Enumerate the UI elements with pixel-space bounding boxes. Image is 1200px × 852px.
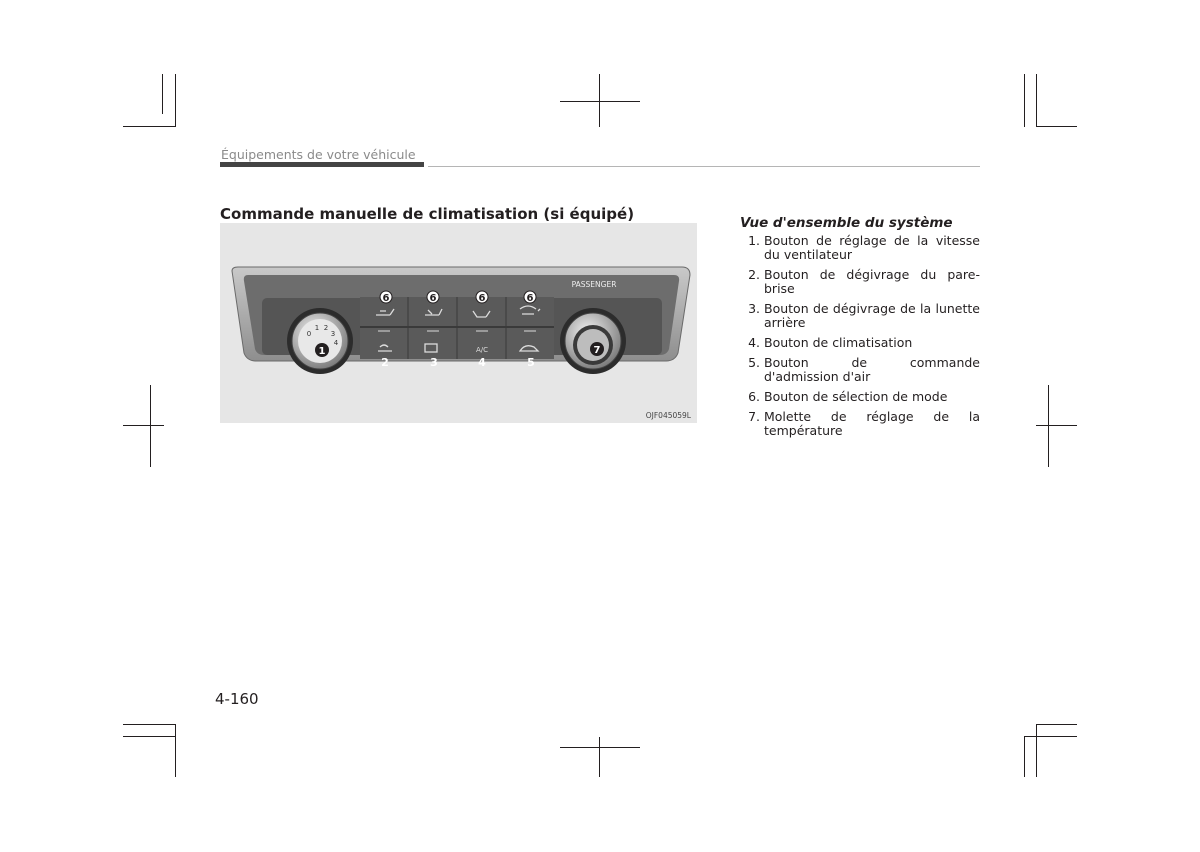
callout-mode-4: 6 — [526, 293, 534, 304]
list-item-text: Bouton de commande d'admission d'air — [764, 355, 980, 384]
callout-intake: 5 — [527, 356, 535, 369]
list-item — [740, 390, 980, 404]
fan-scale-1: 1 — [314, 324, 320, 332]
list-item-number: 4. — [748, 335, 760, 350]
callout-ac: 4 — [478, 356, 486, 369]
header-bar — [220, 162, 424, 167]
climate-panel-figure — [220, 223, 697, 423]
callout-fan-knob: 1 — [318, 346, 326, 357]
temperature-knob — [560, 308, 626, 374]
fan-scale-2: 2 — [323, 324, 329, 332]
callout-rear: 3 — [430, 356, 438, 369]
list-item — [740, 268, 980, 296]
callout-mode-2: 6 — [429, 293, 437, 304]
overview-list — [740, 234, 980, 444]
page-number: 4-160 — [215, 690, 259, 708]
list-item — [740, 410, 980, 438]
overview-title: Vue d'ensemble du système — [740, 215, 953, 231]
list-item-number: 5. — [748, 355, 760, 370]
header-rule — [428, 166, 980, 167]
fan-scale-4: 4 — [333, 339, 339, 347]
list-item-number: 3. — [748, 301, 760, 316]
list-item — [740, 336, 980, 350]
list-item-text: Bouton de dégivrage du pare-brise — [764, 267, 980, 296]
list-item-text: Bouton de réglage de la vitesse du ventilateur — [764, 233, 980, 262]
list-item-text: Bouton de sélection de mode — [764, 389, 948, 404]
list-item-text: Molette de réglage de la température — [764, 409, 980, 438]
fan-scale-0: 0 — [306, 330, 312, 338]
list-item-number: 7. — [748, 409, 760, 424]
callout-temp-knob: 7 — [593, 345, 601, 356]
list-item — [740, 356, 980, 384]
list-item-number: 2. — [748, 267, 760, 282]
section-title: Commande manuelle de climatisation (si équipé) — [220, 205, 635, 223]
fan-speed-knob — [287, 308, 353, 374]
fan-scale-3: 3 — [330, 330, 336, 338]
list-item-number: 6. — [748, 389, 760, 404]
header-section-label: Équipements de votre véhicule — [221, 147, 416, 162]
callout-mode-3: 6 — [478, 293, 486, 304]
climate-panel-illustration — [220, 223, 697, 423]
list-item-text: Bouton de climatisation — [764, 335, 913, 350]
callout-mode-1: 6 — [382, 293, 390, 304]
list-item — [740, 234, 980, 262]
ac-button-label: A/C — [475, 346, 489, 354]
list-item — [740, 302, 980, 330]
callout-windshield: 2 — [381, 356, 389, 369]
list-item-number: 1. — [748, 233, 760, 248]
figure-code: OJF045059L — [645, 411, 691, 420]
passenger-label: PASSENGER — [571, 280, 617, 289]
list-item-text: Bouton de dégivrage de la lunette arrière — [764, 301, 980, 330]
